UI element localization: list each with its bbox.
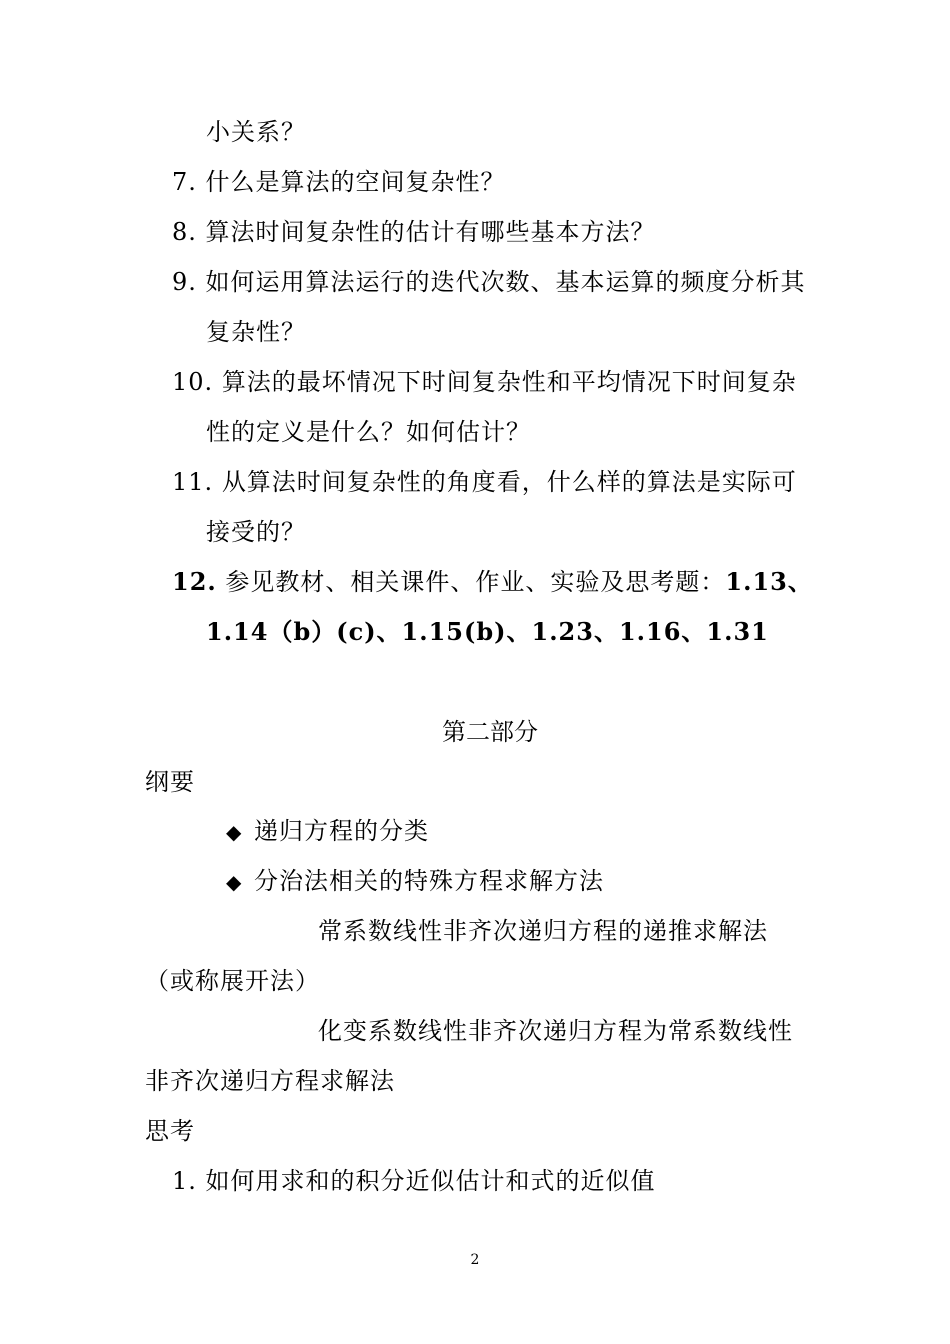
outline-bullet-1: [226, 816, 429, 847]
question-number: 8.: [172, 218, 197, 246]
question-10-continuation: 性的定义是什么？如何估计？: [206, 418, 531, 446]
think-question-1: [172, 1166, 656, 1196]
question-10: [172, 367, 797, 397]
method-2-continuation: 非齐次递归方程求解法: [145, 1067, 395, 1095]
question-reference: 1.13、: [725, 567, 813, 596]
question-7: [172, 167, 506, 197]
question-text: 如何用求和的积分近似估计和式的近似值: [205, 1167, 656, 1195]
question-text: 算法的最坏情况下时间复杂性和平均情况下时间复杂: [221, 368, 797, 396]
outline-bullet-2: [226, 866, 604, 897]
question-12-continuation: 1.14（b）(c)、1.15(b)、1.23、1.16、1.31: [206, 617, 769, 646]
q6-continuation: 小关系？: [206, 118, 306, 146]
question-9: [172, 267, 806, 297]
question-9-continuation: 复杂性？: [206, 318, 306, 346]
question-11-continuation: 接受的？: [206, 518, 306, 546]
question-number: 12.: [172, 567, 217, 596]
question-number: 9.: [172, 268, 197, 296]
question-text: 从算法时间复杂性的角度看，什么样的算法是实际可: [221, 468, 797, 496]
diamond-bullet-icon: ◆: [226, 820, 243, 844]
page-number: 2: [470, 1252, 480, 1268]
question-number: 1.: [172, 1167, 197, 1195]
question-number: 7.: [172, 168, 197, 196]
diamond-bullet-icon: ◆: [226, 870, 243, 894]
question-number: 11.: [172, 468, 214, 496]
question-text: 如何运用算法运行的迭代次数、基本运算的频度分析其: [205, 268, 806, 296]
method-1-continuation: （或称展开法）: [145, 967, 320, 995]
bullet-text: 分治法相关的特殊方程求解方法: [254, 867, 604, 895]
method-1: 常系数线性非齐次递归方程的递推求解法: [318, 917, 768, 945]
outline-label: 纲要: [145, 768, 195, 796]
question-number: 10.: [172, 368, 214, 396]
section-heading: 第二部分: [442, 718, 538, 746]
question-text: 算法时间复杂性的估计有哪些基本方法？: [205, 218, 656, 246]
question-8: [172, 217, 656, 247]
question-text: 参见教材、相关课件、作业、实验及思考题：: [225, 568, 726, 596]
bullet-text: 递归方程的分类: [254, 817, 429, 845]
think-label: 思考: [145, 1117, 195, 1145]
question-text: 什么是算法的空间复杂性？: [205, 168, 506, 196]
question-11: [172, 467, 797, 497]
question-12: [172, 567, 813, 597]
method-2: 化变系数线性非齐次递归方程为常系数线性: [318, 1017, 793, 1045]
